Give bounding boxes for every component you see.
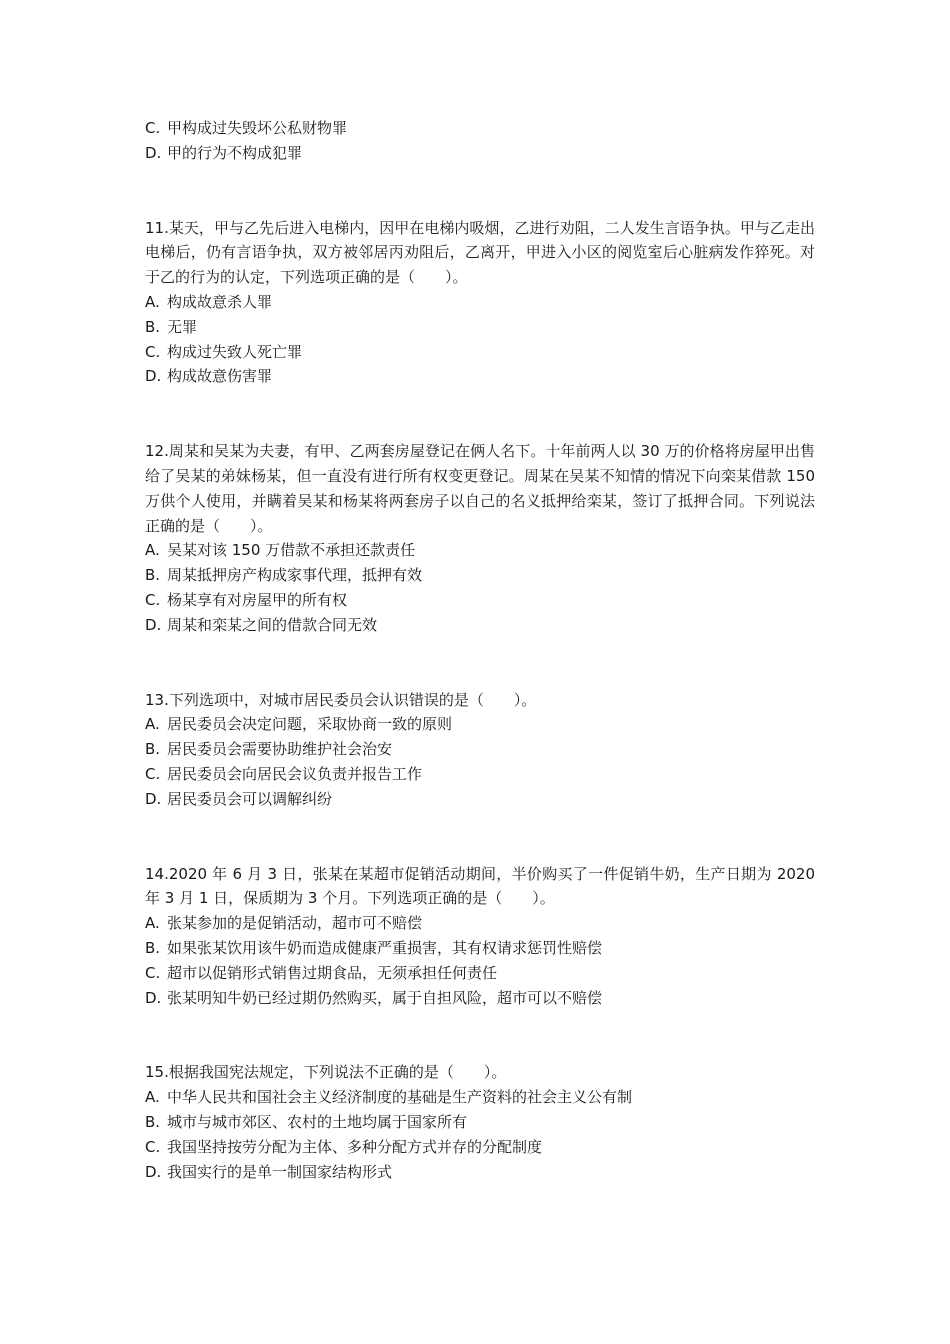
option-letter: B. (145, 740, 161, 759)
option-a (145, 1085, 815, 1110)
question-stem: 13.下列选项中，对城市居民委员会认识错误的是（ ）。 (145, 690, 537, 709)
option-c (145, 340, 815, 365)
question-12 (145, 439, 815, 637)
option-c (145, 762, 815, 787)
option-text: 居民委员会向居民会议负责并报告工作 (167, 764, 423, 783)
option-text: 周某和栾某之间的借款合同无效 (167, 615, 378, 634)
option-b (145, 315, 815, 340)
option-text: 构成过失致人死亡罪 (167, 342, 303, 361)
option-b (145, 936, 815, 961)
option-d (145, 787, 815, 812)
question-stem: 12.周某和吴某为夫妻，有甲、乙两套房屋登记在俩人名下。十年前两人以 30 万的价格将房屋甲出售给了吴某的弟妹杨某，但一直没有进行所有权变更登记。周某在吴某不知情的情况下向栾某借款 150 万供个人使用，并瞒着吴某和杨某将两套房子以自己的名义抵押给栾某，签订了抵押合同。下列说法正确的是（ ）。 (145, 442, 815, 535)
option-letter: C. (145, 342, 161, 361)
option-text: 杨某享有对房屋甲的所有权 (167, 590, 348, 609)
option-text: 城市与城市郊区、农村的土地均属于国家所有 (167, 1112, 468, 1131)
option-letter: D. (145, 367, 162, 386)
option-text: 居民委员会决定问题，采取协商一致的原则 (167, 715, 453, 734)
option-b (145, 1110, 815, 1135)
option-d (145, 613, 815, 638)
question-14 (145, 862, 815, 1011)
option-letter: C. (145, 1137, 161, 1156)
question-13 (145, 688, 815, 812)
option-text: 居民委员会需要协助维护社会治安 (167, 740, 393, 759)
document-page (145, 116, 815, 1184)
option-letter: B. (145, 938, 161, 957)
option-letter: A. (145, 1088, 160, 1107)
option-text: 我国实行的是单一制国家结构形式 (167, 1162, 393, 1181)
option-letter: D. (145, 143, 162, 162)
option-letter: B. (145, 317, 161, 336)
option-letter: A. (145, 292, 160, 311)
question-11 (145, 216, 815, 390)
option-b (145, 737, 815, 762)
option-letter: D. (145, 1162, 162, 1181)
option-letter: C. (145, 590, 161, 609)
option-letter: C. (145, 963, 161, 982)
option-letter: C. (145, 119, 161, 137)
option-a (145, 538, 815, 563)
option-text: 如果张某饮用该牛奶而造成健康严重损害，其有权请求惩罚性赔偿 (167, 938, 603, 957)
option-text: 张某明知牛奶已经过期仍然购买，属于自担风险，超市可以不赔偿 (167, 988, 603, 1007)
option-d (145, 364, 815, 389)
option-c (145, 1135, 815, 1160)
option-letter: D. (145, 988, 162, 1007)
option-text: 吴某对该 150 万借款不承担还款责任 (167, 541, 416, 560)
option-text: 我国坚持按劳分配为主体、多种分配方式并存的分配制度 (167, 1137, 543, 1156)
option-b (145, 563, 815, 588)
option-letter: D. (145, 615, 162, 634)
option-text: 周某抵押房产构成家事代理，抵押有效 (167, 566, 423, 585)
option-letter: C. (145, 764, 161, 783)
option-a (145, 911, 815, 936)
option-text: 张某参加的是促销活动，超市可不赔偿 (167, 914, 423, 933)
option-text: 中华人民共和国社会主义经济制度的基础是生产资料的社会主义公有制 (167, 1088, 633, 1107)
question-stem: 15.根据我国宪法规定，下列说法不正确的是（ ）。 (145, 1063, 507, 1082)
option-text: 甲构成过失毁坏公私财物罪 (167, 119, 348, 137)
option-text: 超市以促销形式销售过期食品，无须承担任何责任 (167, 963, 498, 982)
option-text: 甲的行为不构成犯罪 (167, 143, 303, 162)
option-c (145, 588, 815, 613)
option-a (145, 712, 815, 737)
option-letter: A. (145, 914, 160, 933)
option-d (145, 1160, 815, 1185)
option-letter: B. (145, 566, 161, 585)
option-text: 无罪 (167, 317, 198, 336)
option-text: 居民委员会可以调解纠纷 (167, 789, 333, 808)
question-15 (145, 1060, 815, 1184)
option-a (145, 290, 815, 315)
option-d (145, 986, 815, 1011)
option-c (145, 961, 815, 986)
option-letter: A. (145, 715, 160, 734)
option-c (145, 116, 815, 141)
option-letter: D. (145, 789, 162, 808)
option-text: 构成故意杀人罪 (167, 292, 273, 311)
question-stem: 11.某天，甲与乙先后进入电梯内，因甲在电梯内吸烟，乙进行劝阻，二人发生言语争执。甲与乙走出电梯后，仍有言语争执，双方被邻居丙劝阻后，乙离开，甲进入小区的阅览室后心脏病发作猝死。对于乙的行为的认定，下列选项正确的是（ ）。 (145, 218, 815, 287)
option-letter: B. (145, 1112, 161, 1131)
option-letter: A. (145, 541, 160, 560)
option-text: 构成故意伤害罪 (167, 367, 273, 386)
question-stem: 14.2020 年 6 月 3 日，张某在某超市促销活动期间，半价购买了一件促销牛奶，生产日期为 2020 年 3 月 1 日，保质期为 3 个月。下列选项正确的是（ ）。 (145, 864, 815, 908)
previous-question-options (145, 116, 815, 166)
option-d (145, 141, 815, 166)
